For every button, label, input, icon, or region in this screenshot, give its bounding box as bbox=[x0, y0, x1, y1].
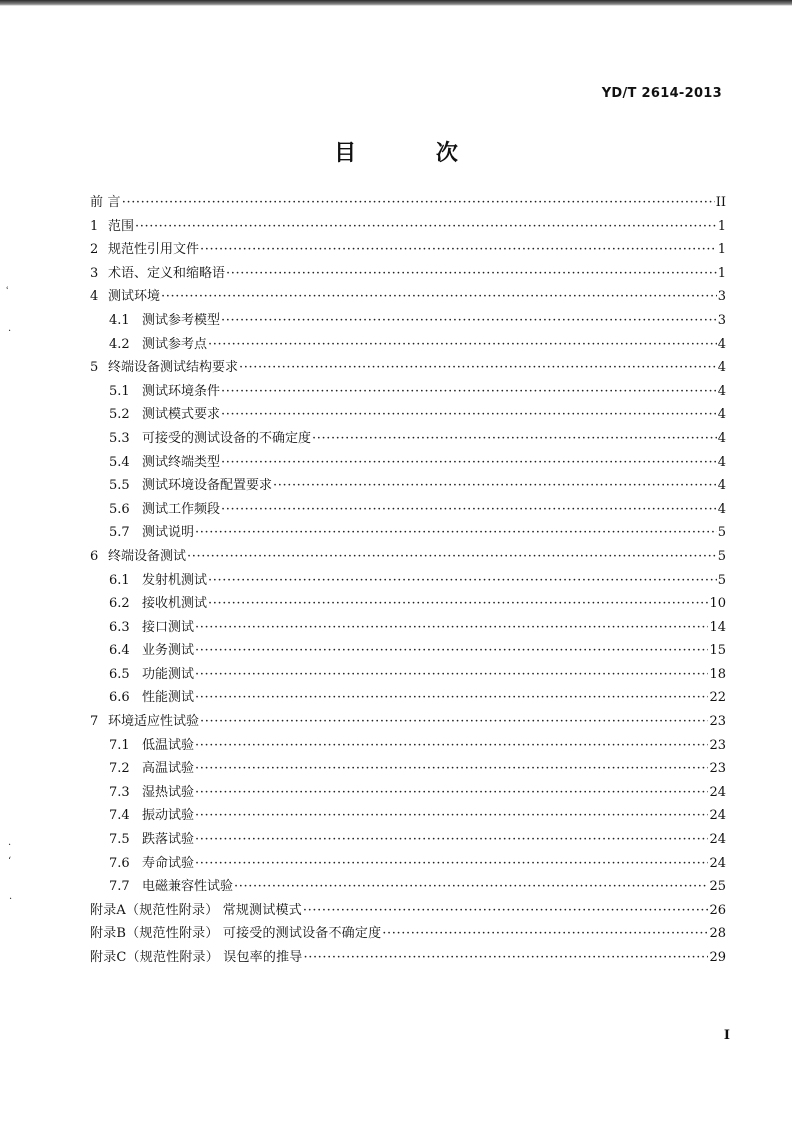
toc-entry-label: 性能测试 bbox=[142, 690, 195, 706]
dot-leader bbox=[273, 474, 717, 498]
toc-entry-page: 24 bbox=[709, 808, 726, 824]
toc-entry[interactable] bbox=[90, 356, 726, 380]
toc-entry-page: 26 bbox=[709, 902, 726, 918]
toc-entry-number: 6.4 bbox=[109, 643, 130, 659]
toc-entry-label: 范围 bbox=[108, 218, 135, 234]
toc-entry-label: 振动试验 bbox=[142, 808, 195, 824]
toc-entry-label: 术语、定义和缩略语 bbox=[108, 265, 226, 281]
dot-leader bbox=[195, 734, 708, 758]
toc-entry[interactable] bbox=[90, 451, 726, 475]
toc-entry-number: 7.4 bbox=[109, 808, 130, 824]
toc-entry-page: 24 bbox=[709, 784, 726, 800]
toc-entry[interactable] bbox=[90, 710, 726, 734]
toc-entry[interactable] bbox=[90, 285, 726, 309]
toc-entry-number: 6.5 bbox=[109, 666, 130, 682]
toc-entry-number: 4.2 bbox=[109, 336, 130, 352]
dot-leader bbox=[200, 710, 708, 734]
dot-leader bbox=[195, 804, 708, 828]
toc-entry[interactable] bbox=[90, 238, 726, 262]
dot-leader bbox=[221, 403, 717, 427]
toc-entry-number: 5.7 bbox=[109, 525, 130, 541]
toc-entry[interactable] bbox=[90, 757, 726, 781]
page-folio: I bbox=[723, 1028, 730, 1043]
toc-entry-label: 湿热试验 bbox=[142, 784, 195, 800]
toc-entry[interactable] bbox=[90, 663, 726, 687]
toc-entry-label: 接口测试 bbox=[142, 619, 195, 635]
toc-entry-number: 5.4 bbox=[109, 454, 130, 470]
dot-leader bbox=[226, 262, 717, 286]
dot-leader bbox=[195, 828, 708, 852]
toc-entry[interactable] bbox=[90, 215, 726, 239]
toc-entry-page: 25 bbox=[709, 879, 726, 895]
toc-entry-label: 可接受的测试设备的不确定度 bbox=[142, 430, 312, 446]
toc-entry[interactable] bbox=[90, 333, 726, 357]
toc-entry-page: 4 bbox=[717, 383, 726, 399]
dot-leader bbox=[221, 451, 717, 475]
toc-entry-number: 7 bbox=[90, 714, 99, 730]
toc-entry-label: 测试参考模型 bbox=[142, 312, 221, 328]
toc-entry-label: 发射机测试 bbox=[142, 572, 208, 588]
toc-entry[interactable] bbox=[90, 946, 726, 970]
toc-entry-number: 5.1 bbox=[109, 383, 130, 399]
toc-entry-number: 5.6 bbox=[109, 501, 130, 517]
dot-leader bbox=[122, 191, 715, 215]
toc-entry-page: 29 bbox=[709, 950, 726, 965]
toc-entry-number: 6.2 bbox=[109, 596, 130, 612]
toc-entry-number: 4.1 bbox=[109, 312, 130, 328]
toc-entry-number: 5.3 bbox=[109, 430, 130, 446]
toc-entry-page: 5 bbox=[717, 525, 726, 541]
toc-entry-label: 测试环境条件 bbox=[142, 383, 221, 399]
scan-speck: ʻ bbox=[8, 856, 12, 867]
toc-entry-page: 24 bbox=[709, 855, 726, 871]
dot-leader bbox=[221, 380, 717, 404]
toc-entry-label: 业务测试 bbox=[142, 643, 195, 659]
toc-entry-label: 高温试验 bbox=[142, 761, 195, 777]
toc-entry-page: 14 bbox=[709, 619, 726, 635]
toc-entry-label: 测试模式要求 bbox=[142, 407, 221, 423]
toc-entry-label: 测试环境 bbox=[108, 289, 161, 305]
toc-entry-label: 测试参考点 bbox=[142, 336, 208, 352]
toc-entry[interactable] bbox=[90, 616, 726, 640]
dot-leader bbox=[195, 639, 708, 663]
toc-entry-page: 10 bbox=[709, 596, 726, 612]
table-of-contents bbox=[90, 191, 726, 970]
toc-entry-number: 1 bbox=[90, 218, 99, 234]
toc-entry-label: 测试工作频段 bbox=[142, 501, 221, 517]
toc-entry[interactable] bbox=[90, 380, 726, 404]
dot-leader bbox=[303, 946, 708, 970]
page-title: 目 次 bbox=[334, 141, 494, 166]
toc-entry-page: 1 bbox=[717, 265, 726, 281]
dot-leader bbox=[234, 875, 708, 899]
toc-entry-number: 6.3 bbox=[109, 619, 130, 635]
dot-leader bbox=[208, 592, 708, 616]
toc-entry-page: 1 bbox=[717, 242, 726, 258]
toc-entry-label: 接收机测试 bbox=[142, 596, 208, 612]
toc-entry-number: 7.2 bbox=[109, 761, 130, 777]
toc-entry-label: 规范性引用文件 bbox=[108, 242, 200, 258]
toc-entry-number: 5 bbox=[90, 360, 99, 376]
toc-entry-number: 5.5 bbox=[109, 478, 130, 494]
toc-entry-page: 4 bbox=[717, 407, 726, 423]
toc-entry[interactable] bbox=[90, 403, 726, 427]
dot-leader bbox=[195, 781, 708, 805]
toc-entry-page: 4 bbox=[717, 360, 726, 376]
toc-entry-label: 附录A（规范性附录） 常规测试模式 bbox=[90, 902, 302, 918]
dot-leader bbox=[303, 899, 709, 923]
dot-leader bbox=[161, 285, 717, 309]
toc-entry-page: 3 bbox=[717, 312, 726, 328]
scan-top-edge bbox=[0, 0, 792, 6]
toc-entry-number: 5.2 bbox=[109, 407, 130, 423]
toc-entry[interactable] bbox=[90, 639, 726, 663]
toc-entry-page: 22 bbox=[709, 690, 726, 706]
toc-entry[interactable] bbox=[90, 734, 726, 758]
scan-speck: · bbox=[8, 840, 12, 851]
dot-leader bbox=[200, 238, 717, 262]
toc-entry[interactable] bbox=[90, 191, 726, 215]
dot-leader bbox=[195, 852, 708, 876]
dot-leader bbox=[187, 545, 717, 569]
toc-entry[interactable] bbox=[90, 592, 726, 616]
scan-speck: · bbox=[9, 894, 13, 905]
toc-entry-number: 7.5 bbox=[109, 832, 130, 848]
toc-entry[interactable] bbox=[90, 828, 726, 852]
toc-entry-label: 前 言 bbox=[90, 195, 121, 210]
dot-leader bbox=[135, 215, 717, 239]
dot-leader bbox=[221, 498, 717, 522]
toc-entry-label: 低温试验 bbox=[142, 737, 195, 753]
toc-entry-page: 5 bbox=[717, 548, 726, 564]
toc-entry-page: 23 bbox=[709, 761, 726, 777]
toc-entry-number: 6 bbox=[90, 548, 99, 564]
scan-speck: ʿ bbox=[6, 286, 10, 297]
toc-entry-label: 终端设备测试 bbox=[108, 548, 187, 564]
toc-entry-label: 测试环境设备配置要求 bbox=[142, 478, 273, 494]
toc-entry-page: 23 bbox=[709, 737, 726, 753]
toc-entry-page: 1 bbox=[717, 218, 726, 234]
toc-entry[interactable] bbox=[90, 474, 726, 498]
toc-entry[interactable] bbox=[90, 922, 726, 946]
toc-entry-page: 24 bbox=[709, 832, 726, 848]
toc-entry[interactable] bbox=[90, 545, 726, 569]
dot-leader bbox=[221, 309, 717, 333]
toc-entry[interactable] bbox=[90, 262, 726, 286]
toc-entry-number: 6.1 bbox=[109, 572, 130, 588]
toc-entry[interactable] bbox=[90, 875, 726, 899]
scan-speck: · bbox=[8, 326, 12, 337]
dot-leader bbox=[382, 922, 708, 946]
toc-entry-page: 4 bbox=[717, 478, 726, 494]
toc-entry-label: 附录B（规范性附录） 可接受的测试设备不确定度 bbox=[90, 926, 382, 942]
toc-entry-label: 测试终端类型 bbox=[142, 454, 221, 470]
toc-entry-number: 7.1 bbox=[109, 737, 130, 753]
dot-leader bbox=[195, 663, 708, 687]
toc-entry-label: 电磁兼容性试验 bbox=[142, 879, 234, 895]
toc-entry-page: 3 bbox=[717, 289, 726, 305]
toc-entry[interactable] bbox=[90, 309, 726, 333]
toc-entry[interactable] bbox=[90, 899, 726, 923]
toc-entry-page: 4 bbox=[717, 501, 726, 517]
toc-entry-page: II bbox=[715, 195, 726, 210]
toc-entry-number: 4 bbox=[90, 289, 99, 305]
toc-entry[interactable] bbox=[90, 427, 726, 451]
toc-entry-label: 附录C（规范性附录） 误包率的推导 bbox=[90, 950, 303, 965]
toc-entry-number: 7.6 bbox=[109, 855, 130, 871]
toc-entry-number: 3 bbox=[90, 265, 99, 281]
toc-entry[interactable] bbox=[90, 498, 726, 522]
toc-entry-label: 终端设备测试结构要求 bbox=[108, 360, 239, 376]
toc-entry[interactable] bbox=[90, 804, 726, 828]
dot-leader bbox=[195, 686, 708, 710]
toc-entry-label: 测试说明 bbox=[142, 525, 195, 541]
toc-entry-page: 4 bbox=[717, 454, 726, 470]
toc-entry-page: 28 bbox=[709, 926, 726, 942]
toc-entry-number: 7.3 bbox=[109, 784, 130, 800]
dot-leader bbox=[208, 333, 717, 357]
toc-entry[interactable] bbox=[90, 852, 726, 876]
toc-entry[interactable] bbox=[90, 521, 726, 545]
toc-entry-page: 15 bbox=[709, 643, 726, 659]
dot-leader bbox=[195, 521, 717, 545]
toc-entry[interactable] bbox=[90, 569, 726, 593]
toc-entry-number: 6.6 bbox=[109, 690, 130, 706]
toc-entry-page: 4 bbox=[717, 430, 726, 446]
dot-leader bbox=[208, 569, 717, 593]
toc-entry-page: 18 bbox=[709, 666, 726, 682]
dot-leader bbox=[312, 427, 717, 451]
toc-entry-label: 寿命试验 bbox=[142, 855, 195, 871]
dot-leader bbox=[195, 757, 708, 781]
toc-entry-label: 功能测试 bbox=[142, 666, 195, 682]
toc-entry[interactable] bbox=[90, 686, 726, 710]
dot-leader bbox=[239, 356, 717, 380]
toc-entry-page: 23 bbox=[709, 714, 726, 730]
document-code: YD/T 2614-2013 bbox=[601, 86, 722, 101]
toc-entry-page: 5 bbox=[717, 572, 726, 588]
toc-entry-number: 7.7 bbox=[109, 879, 130, 895]
toc-entry-number: 2 bbox=[90, 242, 99, 258]
toc-entry-label: 跌落试验 bbox=[142, 832, 195, 848]
toc-entry-label: 环境适应性试验 bbox=[108, 714, 200, 730]
toc-entry-page: 4 bbox=[717, 336, 726, 352]
dot-leader bbox=[195, 616, 708, 640]
toc-entry[interactable] bbox=[90, 781, 726, 805]
